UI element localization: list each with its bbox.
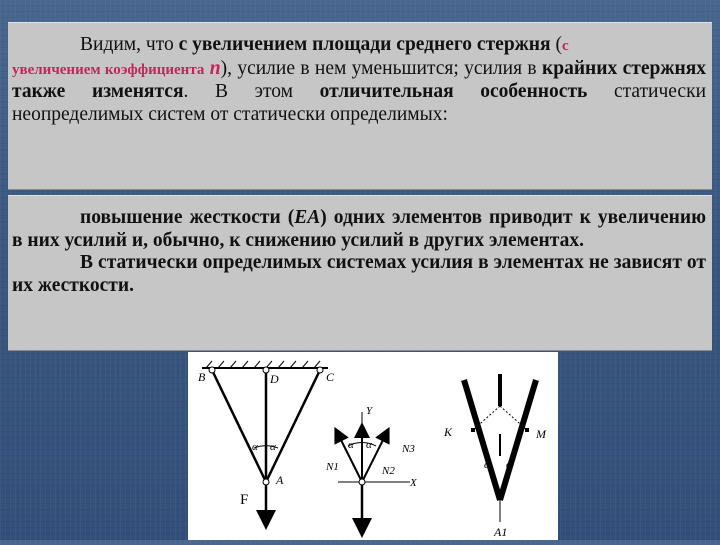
hinge-a xyxy=(263,479,269,485)
label-d: D xyxy=(270,372,279,386)
text: ( xyxy=(550,34,562,55)
support-hatching xyxy=(206,361,320,368)
left-bar xyxy=(212,370,266,482)
text: определимых: xyxy=(330,103,448,125)
label-alpha-k: α xyxy=(484,459,490,471)
highlight-text: с xyxy=(561,38,569,54)
label-alpha-n2: α xyxy=(366,439,372,451)
truss-diagrams xyxy=(188,352,558,540)
label-n3: N3 xyxy=(402,443,415,455)
label-b: B xyxy=(198,370,206,384)
text: статически неопределимых систем от статически xyxy=(12,81,707,125)
hinge-b xyxy=(209,367,215,373)
label-n1: N1 xyxy=(326,461,339,473)
right-bar-deformed xyxy=(500,380,536,500)
three-bar-system xyxy=(198,361,335,520)
label-a1: A1 xyxy=(494,525,508,539)
text: Видим, что xyxy=(80,34,179,55)
label-alpha-right: α xyxy=(270,441,276,453)
text: ) одних элементов приводит к увеличению в них усилий и, обычно, к снижению усилий в других элементах. xyxy=(12,207,706,251)
label-a: A xyxy=(276,473,284,487)
text: ), усилие в нем уменьшится; усилия в xyxy=(220,57,537,79)
highlight-text: увеличением коэффициента xyxy=(12,61,205,78)
stiffness-symbol: EA xyxy=(294,207,321,228)
paragraph-2 xyxy=(12,207,706,297)
label-alpha-n1: α xyxy=(348,439,354,451)
label-f: F xyxy=(240,492,249,508)
right-bar xyxy=(266,370,320,482)
label-x: X xyxy=(410,477,417,489)
point-k xyxy=(471,428,475,432)
left-bar-deformed xyxy=(464,380,500,500)
node-forces xyxy=(325,405,418,528)
point-m xyxy=(525,428,529,432)
label-n2: N2 xyxy=(382,465,395,477)
label-alpha-m: α xyxy=(506,459,512,471)
text: повышение жесткости ( xyxy=(80,207,295,228)
paragraph-1 xyxy=(12,34,706,126)
label-alpha-left: α xyxy=(252,441,258,453)
label-c: C xyxy=(326,370,335,384)
label-m: M xyxy=(536,427,546,441)
hinge-c xyxy=(317,367,323,373)
bold-text: с увеличением площади среднего стержня xyxy=(178,34,551,55)
label-y: Y xyxy=(366,405,373,417)
bold-text: отличительная xyxy=(319,81,454,102)
text: В статически определимых системах усилия в элементах не зависят от их жесткости. xyxy=(12,252,706,296)
bold-text: особенность xyxy=(480,81,588,102)
structural-figure xyxy=(188,352,558,540)
hinge-d xyxy=(263,367,269,373)
coefficient-symbol: n xyxy=(209,57,221,79)
node-point xyxy=(359,479,365,485)
bold-text: крайних стержнях также изменятся xyxy=(12,57,707,102)
label-k: K xyxy=(444,425,453,439)
deformation-scheme xyxy=(443,374,547,539)
text: . В этом xyxy=(183,81,320,102)
